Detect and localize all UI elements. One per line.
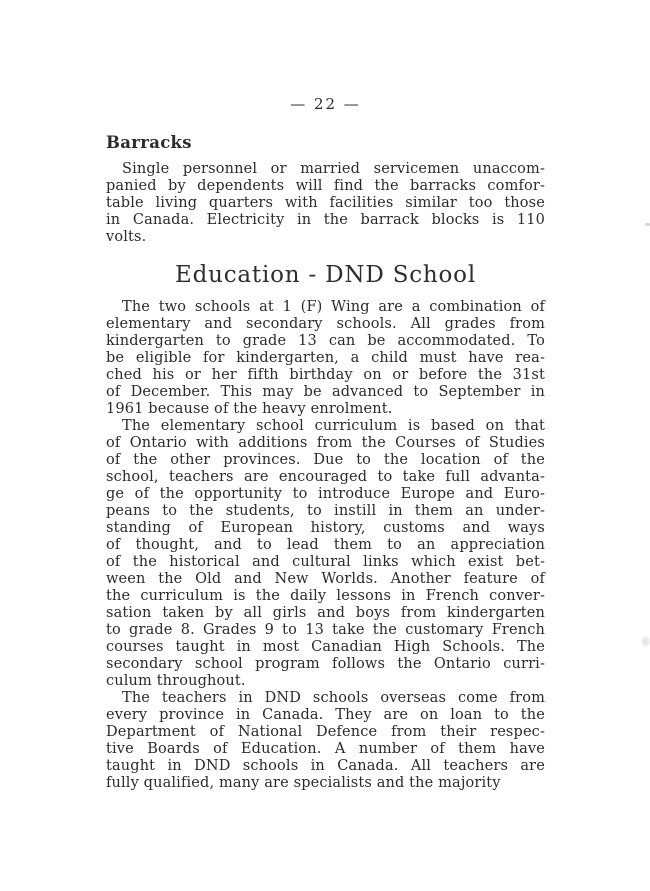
text-line: elementary and secondary schools. All grades from <box>106 316 545 332</box>
text-line: Department of National Defence from their respec- <box>106 724 545 740</box>
paragraph-teachers <box>106 690 545 792</box>
text-line: kindergarten to grade 13 can be accommodated. To <box>106 333 545 349</box>
text-line: 1961 because of the heavy enrolment. <box>106 401 393 417</box>
text-line: taught in DND schools in Canada. All teachers are <box>106 758 545 774</box>
text-line: ge of the opportunity to introduce Europe and Euro- <box>106 486 545 502</box>
text-line: sation taken by all girls and boys from kindergarten <box>106 605 545 621</box>
text-line: fully qualified, many are specialists and the majority <box>106 775 501 791</box>
text-line: ched his or her fifth birthday on or before the 31st <box>106 367 545 383</box>
text-line: the curriculum is the daily lessons in French conver- <box>106 588 545 604</box>
text-line: of Ontario with additions from the Courses of Studies <box>106 435 545 451</box>
text-line: of December. This may be advanced to September in <box>106 384 545 400</box>
section-heading-barracks: Barracks <box>106 133 192 152</box>
text-line: peans to the students, to instill in them an under- <box>106 503 545 519</box>
text-line: of the other provinces. Due to the location of the <box>106 452 545 468</box>
text-line: of the historical and cultural links which exist bet- <box>106 554 545 570</box>
text-line: The elementary school curriculum is based on that <box>122 418 545 434</box>
scan-artifact <box>645 223 650 226</box>
text-line: in Canada. Electricity in the barrack blocks is 110 <box>106 212 545 228</box>
text-line: be eligible for kindergarten, a child must have rea- <box>106 350 545 366</box>
text-line: volts. <box>106 229 147 245</box>
text-line: ween the Old and New Worlds. Another feature of <box>106 571 545 587</box>
text-line: to grade 8. Grades 9 to 13 take the customary French <box>106 622 545 638</box>
text-column <box>106 96 545 792</box>
text-line: The teachers in DND schools overseas come from <box>122 690 545 706</box>
text-line: tive Boards of Education. A number of them have <box>106 741 545 757</box>
text-line: table living quarters with facilities similar too those <box>106 195 545 211</box>
text-line: school, teachers are encouraged to take full advanta- <box>106 469 545 485</box>
paragraph-schools-overview <box>106 299 545 418</box>
text-line: The two schools at 1 (F) Wing are a combination of <box>122 299 545 315</box>
text-line: every province in Canada. They are on loan to the <box>106 707 545 723</box>
scan-artifact <box>641 636 650 647</box>
text-line: secondary school program follows the Ontario curri- <box>106 656 545 672</box>
text-line: Single personnel or married servicemen unaccom- <box>122 161 545 177</box>
page-number: — 22 — <box>290 95 361 113</box>
text-line: standing of European history, customs and ways <box>106 520 545 536</box>
text-line: culum throughout. <box>106 673 246 689</box>
section-heading-education: Education - DND School <box>175 262 476 288</box>
paragraph-barracks <box>106 161 545 246</box>
text-line: courses taught in most Canadian High Schools. The <box>106 639 545 655</box>
text-line: of thought, and to lead them to an appreciation <box>106 537 545 553</box>
text-line: panied by dependents will find the barracks comfor- <box>106 178 545 194</box>
paragraph-curriculum <box>106 418 545 690</box>
